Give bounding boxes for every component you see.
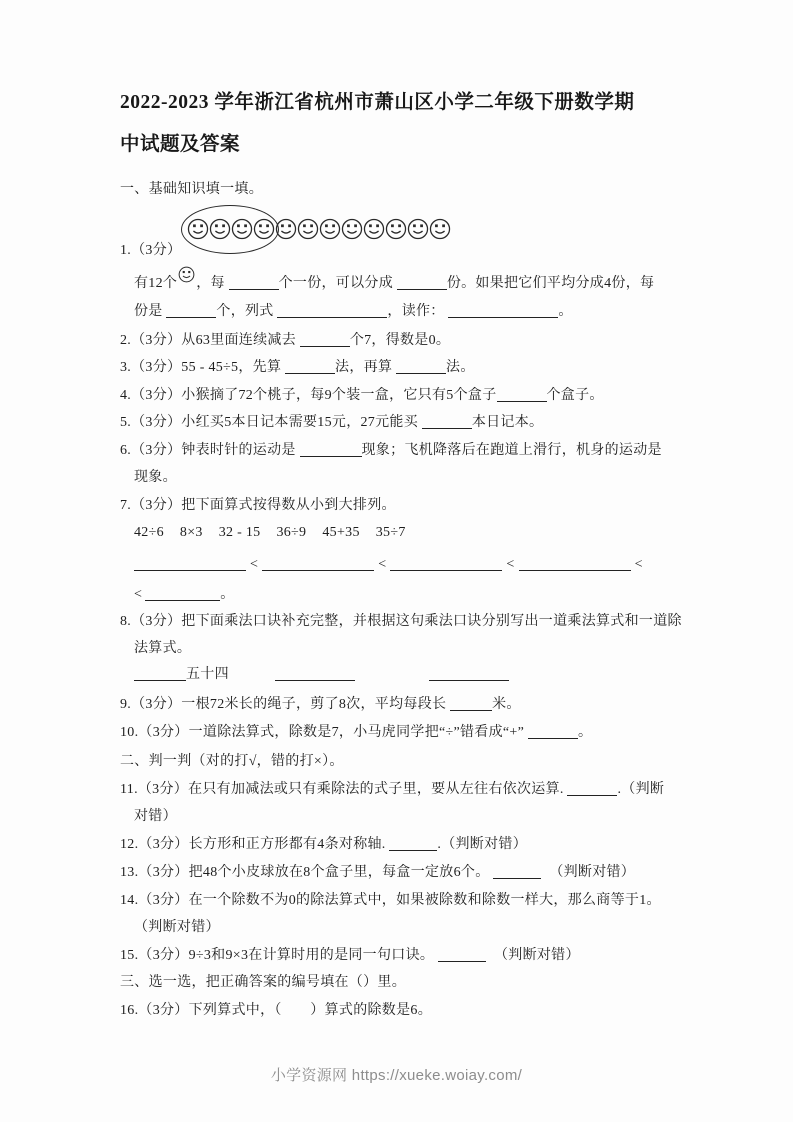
- answer-blank: [275, 665, 355, 681]
- text-segment: 。: [558, 304, 573, 319]
- text-segment: 现象。: [134, 470, 177, 485]
- smiley-face-icon: [231, 218, 253, 240]
- answer-blank: [229, 274, 279, 290]
- answer-blank: [438, 946, 486, 962]
- answer-blank: [519, 555, 631, 571]
- question-14-line-1: [120, 887, 661, 914]
- spacer: [486, 958, 494, 959]
- text-segment: 8×3: [179, 525, 203, 540]
- text-segment: 5.（3分）小红买5本日记本需要15元，27元能买: [120, 415, 422, 430]
- answer-blank: [567, 780, 617, 796]
- question-7-compare-line-1: [134, 551, 643, 578]
- text-segment: 6.（3分）钟表时针的运动是: [120, 443, 300, 458]
- text-segment: （判断对错）: [493, 948, 580, 963]
- text-segment: 1.（3分）: [120, 243, 182, 258]
- answer-blank: [397, 274, 447, 290]
- question-7-compare-line-2: [134, 581, 235, 608]
- text-segment: ，每: [196, 276, 229, 291]
- spacer: [306, 535, 322, 536]
- text-segment: <: [250, 557, 259, 572]
- question-11-line-2: [134, 803, 177, 830]
- question-14-line-2: [134, 914, 220, 941]
- smiley-face-icon: [187, 218, 209, 240]
- text-segment: 8.（3分）把下面乘法口诀补充完整，并根据这句乘法口诀分别写出一道乘法算式和一道除: [120, 614, 682, 629]
- answer-blank: [450, 695, 492, 711]
- smiley-face-icon: [341, 218, 363, 240]
- text-segment: 五十四: [186, 667, 229, 682]
- section-3-header: [120, 969, 406, 996]
- smiley-face-icon: [253, 218, 275, 240]
- text-segment: <: [634, 557, 643, 572]
- text-segment: 一、基础知识填一填。: [120, 182, 263, 197]
- answer-blank: [493, 863, 541, 879]
- smiley-face-icon: [319, 218, 341, 240]
- answer-blank: [429, 665, 509, 681]
- smiley-face-icon: [178, 266, 195, 283]
- answer-blank: [497, 386, 547, 402]
- text-segment: 35÷7: [375, 525, 406, 540]
- answer-blank: [300, 441, 362, 457]
- answer-blank: [448, 302, 558, 318]
- page-title-line-2: 中试题及答案: [120, 134, 241, 155]
- text-segment: 13.（3分）把48个小皮球放在8个盒子里，每盒一定放6个。: [120, 865, 494, 880]
- answer-blank: [390, 555, 502, 571]
- question-15: [120, 942, 580, 969]
- text-segment: 12.（3分）长方形和正方形都有4条对称轴.: [120, 837, 390, 852]
- question-6-line-1: [120, 437, 662, 464]
- text-segment: 。: [220, 587, 235, 602]
- text-segment: 10.（3分）一道除法算式，除数是7，小马虎同学把“÷”错看成“+”: [120, 725, 528, 740]
- smiley-face-icon: [363, 218, 385, 240]
- text-segment: <: [378, 557, 387, 572]
- text-segment: <: [134, 587, 143, 602]
- text-segment: 三、选一选，把正确答案的编号填在（）里。: [120, 975, 406, 990]
- answer-blank: [262, 555, 374, 571]
- text-segment: 有12个: [134, 276, 178, 291]
- text-segment: 16.（3分）下列算式中，（ ）算式的除数是6。: [120, 1003, 432, 1018]
- text-segment: 45+35: [322, 525, 360, 540]
- text-segment: 11.（3分）在只有加减法或只有乘除法的式子里，要从左往右依次运算.: [120, 782, 568, 797]
- smiley-face-icon: [209, 218, 231, 240]
- smiley-face-icon: [429, 218, 451, 240]
- text-segment: 法。: [446, 360, 475, 375]
- text-segment: 。: [577, 725, 593, 740]
- spacer: [164, 535, 180, 536]
- text-segment: 米。: [492, 697, 521, 712]
- text-segment: 个盒子。: [546, 388, 604, 403]
- text-segment: （判断对错）: [549, 865, 636, 880]
- answer-blank: [134, 555, 246, 571]
- smiley-row: [187, 218, 451, 240]
- text-segment: 法算式。: [134, 641, 192, 656]
- question-13: [120, 859, 635, 886]
- question-3: [120, 354, 475, 381]
- question-8-line-2: [134, 635, 191, 662]
- question-10: [120, 719, 592, 746]
- answer-blank: [277, 302, 387, 318]
- text-segment: .（判断对错）: [437, 837, 528, 852]
- answer-blank: [145, 585, 220, 601]
- spacer: [229, 677, 275, 678]
- text-segment: 份是: [134, 304, 167, 319]
- smiley-face-icon: [275, 218, 297, 240]
- footer-source-link: 小学资源网 https://xueke.woiay.com/: [270, 1067, 523, 1084]
- spacer: [360, 535, 376, 536]
- text-segment: 42÷6: [134, 525, 164, 540]
- page-title-line-1: 2022-2023 学年浙江省杭州市萧山区小学二年级下册数学期: [120, 92, 635, 113]
- question-1-label: [120, 237, 181, 264]
- spacer: [260, 535, 276, 536]
- answer-blank: [396, 358, 446, 374]
- text-segment: 36÷9: [276, 525, 307, 540]
- smiley-face-icon: [297, 218, 319, 240]
- text-segment: 4.（3分）小猴摘了72个桃子，每9个装一盒，它只有5个盒子: [120, 388, 497, 403]
- text-segment: 现象；飞机降落后在跑道上滑行，机身的运动是: [361, 443, 662, 458]
- question-5: [120, 409, 543, 436]
- question-1-line-1: [134, 266, 654, 297]
- text-segment: 个，列式: [216, 304, 278, 319]
- smiley-face-icon: [385, 218, 407, 240]
- text-segment: 32 - 15: [218, 525, 261, 540]
- text-segment: 14.（3分）在一个除数不为0的除法算式中，如果被除数和除数一样大，那么商等于1。: [120, 893, 661, 908]
- text-segment: 对错）: [134, 809, 177, 824]
- answer-blank: [528, 723, 578, 739]
- question-8-line-1: [120, 608, 682, 635]
- question-4: [120, 382, 604, 409]
- text-segment: ，读作：: [387, 304, 449, 319]
- text-segment: 7.（3分）把下面算式按得数从小到大排列。: [120, 498, 396, 513]
- text-segment: 二、判一判（对的打√，错的打×）。: [120, 754, 344, 769]
- text-segment: 法，再算: [335, 360, 397, 375]
- text-segment: 2.（3分）从63里面连续减去: [120, 333, 300, 348]
- text-segment: （判断对错）: [134, 920, 220, 935]
- section-1-header: [120, 176, 263, 203]
- text-segment: .（判断: [617, 782, 665, 797]
- answer-blank: [166, 302, 216, 318]
- spacer: [355, 677, 429, 678]
- text-segment: 3.（3分）55 - 45÷5，先算: [120, 360, 286, 375]
- text-segment: 15.（3分）9÷3和9×3在计算时用的是同一句口诀。: [120, 948, 438, 963]
- question-7-expressions: [134, 519, 406, 546]
- section-2-header: [120, 748, 344, 775]
- answer-blank: [300, 331, 350, 347]
- answer-blank: [285, 358, 335, 374]
- question-9: [120, 691, 521, 718]
- answer-blank: [389, 835, 437, 851]
- question-7: [120, 492, 396, 519]
- question-12: [120, 831, 527, 858]
- text-segment: 9.（3分）一根72米长的绳子，剪了8次，平均每段长: [120, 697, 451, 712]
- question-2: [120, 327, 450, 354]
- question-6-line-2: [134, 464, 177, 491]
- question-1-line-2: [134, 298, 573, 325]
- answer-blank: [422, 413, 472, 429]
- text-segment: 个一份，可以分成: [278, 276, 397, 291]
- spacer: [203, 535, 219, 536]
- text-segment: <: [506, 557, 515, 572]
- question-16: [120, 997, 432, 1024]
- text-segment: 本日记本。: [471, 415, 544, 430]
- question-8-blanks: [134, 661, 509, 688]
- answer-blank: [134, 665, 186, 681]
- text-segment: 个7，得数是0。: [349, 333, 451, 348]
- smiley-face-icon: [407, 218, 429, 240]
- text-segment: 份。如果把它们平均分成4份，每: [446, 276, 655, 291]
- question-11-line-1: [120, 776, 664, 803]
